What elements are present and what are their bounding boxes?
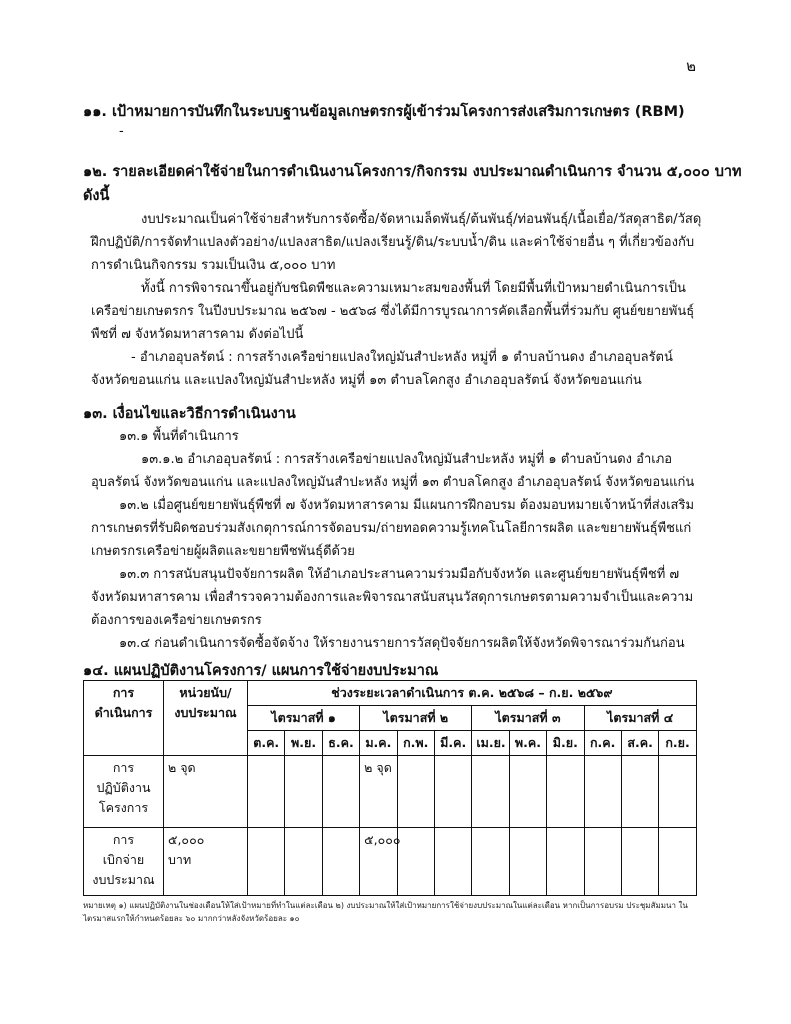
section-13-item-3-line: ต้องการของเครือข่ายเกษตรกร: [91, 613, 262, 628]
header-month: ต.ค.: [248, 731, 285, 756]
month-cell: [322, 828, 359, 896]
header-activity-line: การ: [112, 685, 135, 700]
header-unit-line: งบประมาณ: [174, 705, 237, 720]
section-13-item-3-line: ๑๓.๓ การสนับสนุนปัจจัยการผลิต ให้อำเภอประสานความร่วมมือกับจังหวัด และศูนย์ขยายพันธุ์พืชที่ ๗: [119, 567, 680, 582]
section-12-p2-line: ทั้งนี้ การพิจารณาขึ้นอยู่กับชนิดพืชและความเหมาะสมของพื้นที่ โดยมีพื้นที่เป้าหมายดำเนินการเป็น: [141, 281, 686, 296]
footnote-line: หมายเหตุ ๑) แผนปฏิบัติงานในช่องเดือนให้ใส่เป้าหมายที่ทำในแต่ละเดือน ๒) งบประมาณให้ใส่เป้าหมายการใช้จ่ายงบประมาณในแต่ละเดือน หากเป็นการอบรม ประชุมสัมมนา ใน: [83, 901, 688, 910]
header-month: พ.ค.: [509, 731, 546, 756]
header-unit-budget: [164, 681, 248, 756]
section-12-p2-line: พืชที่ ๗ จังหวัดมหาสารคาม ดังต่อไปนี้: [91, 327, 304, 342]
month-cell: ๕,๐๐๐: [360, 828, 397, 896]
month-cell: [472, 828, 509, 896]
section-12-p1-line: งบประมาณเป็นค่าใช้จ่ายสำหรับการจัดซื้อ/จัดหาเมล็ดพันธุ์/ต้นพันธุ์/ท่อนพันธุ์/เนื้อเยื่อ/วัสดุสาธิต/วัสดุ: [141, 212, 702, 227]
section-13-item-2-line: การเกษตรที่รับผิดชอบร่วมสังเกตุการณ์การจัดอบรม/ถ่ายทอดความรู้เทคโนโลยีการผลิต และขยายพันธุ์พืชแก่: [91, 521, 692, 536]
header-month: ก.พ.: [397, 731, 434, 756]
header-quarter: ไตรมาสที่ ๒: [360, 706, 472, 731]
month-cell: [434, 756, 471, 828]
table-row: [84, 828, 697, 896]
header-unit-line: หน่วยนับ/: [179, 685, 232, 700]
section-13-item-1: ๑๓.๑ พื้นที่ดำเนินการ: [119, 429, 239, 444]
section-12-p3-line: - อำเภออุบลรัตน์ : การสร้างเครือข่ายแปลงใหญ่มันสำปะหลัง หมู่ที่ ๑ ตำบลบ้านดง อำเภออุบลรัตน์: [131, 350, 673, 365]
activity-line: เบิกจ่าย: [102, 852, 145, 867]
month-cell: [397, 828, 434, 896]
header-activity-line: ดำเนินการ: [94, 705, 153, 720]
section-13-item-2-line: เกษตรกรเครือข่ายผู้ผลิตและขยายพืชพันธุ์ดีด้วย: [91, 544, 355, 559]
month-cell: [248, 756, 285, 828]
month-cell: [621, 756, 658, 828]
header-month: เม.ย.: [472, 731, 509, 756]
month-cell: [248, 828, 285, 896]
header-month: พ.ย.: [285, 731, 322, 756]
month-cell: [659, 756, 696, 828]
section-13-item-2-line: ๑๓.๒ เมื่อศูนย์ขยายพันธุ์พืชที่ ๗ จังหวัดมหาสารคาม มีแผนการฝึกอบรม ต้องมอบหมายเจ้าหน้าที่ส่งเสริม: [119, 498, 695, 513]
header-month: ธ.ค.: [322, 731, 359, 756]
month-cell: [659, 828, 696, 896]
header-quarter: ไตรมาสที่ ๓: [472, 706, 584, 731]
month-cell: [584, 756, 621, 828]
section-13-item-3-line: จังหวัดมหาสารคาม เพื่อสำรวจความต้องการและพิจารณาสนับสนุนวัสดุการเกษตรตามความจำเป็นและความ: [91, 590, 694, 605]
activity-cell: [84, 756, 164, 828]
unit-cell: [164, 828, 248, 896]
header-activity: [84, 681, 164, 756]
section-12-heading: ๑๒. รายละเอียดค่าใช้จ่ายในการดำเนินงานโครงการ/กิจกรรม งบประมาณดำเนินการ จำนวน ๕,๐๐๐ บาท: [83, 164, 742, 180]
activity-line: การ: [112, 760, 135, 775]
unit-line: ๒ จุด: [168, 760, 196, 775]
plan-table: [83, 680, 697, 896]
activity-line: การ: [112, 832, 135, 847]
section-13-item-4: ๑๓.๔ ก่อนดำเนินการจัดซื้อจัดจ้าง ให้รายงานรายการวัสดุปัจจัยการผลิตให้จังหวัดพิจารณาร่วมกันก่อน: [119, 636, 685, 651]
header-month: มี.ค.: [434, 731, 471, 756]
header-quarter: ไตรมาสที่ ๑: [248, 706, 360, 731]
section-12-p3-line: จังหวัดขอนแก่น และแปลงใหญ่มันสำปะหลัง หมู่ที่ ๑๓ ตำบลโคกสูง อำเภออุบลรัตน์ จังหวัดขอนแก่น: [91, 373, 642, 388]
month-cell: [285, 756, 322, 828]
unit-line: ๕,๐๐๐: [168, 832, 205, 847]
table-row: [84, 756, 697, 828]
section-12-p2-line: เครือข่ายเกษตรกร ในปีงบประมาณ ๒๕๖๗ - ๒๕๖๘ ซึ่งได้มีการบูรณาการคัดเลือกพื้นที่ร่วมกับ ศูนย์ขยายพันธุ์: [91, 304, 695, 319]
unit-line: บาท: [168, 852, 192, 867]
month-cell: [547, 756, 584, 828]
activity-cell: [84, 828, 164, 896]
month-cell: [509, 756, 546, 828]
section-11-heading: ๑๑. เป้าหมายการบันทึกในระบบฐานข้อมูลเกษตรกรผู้เข้าร่วมโครงการส่งเสริมการเกษตร (RBM): [83, 104, 685, 120]
header-month: ก.ค.: [584, 731, 621, 756]
section-12-p1-line: ฝึกปฏิบัติ/การจัดทำแปลงตัวอย่าง/แปลงสาธิต/แปลงเรียนรู้/ดิน/ระบบน้ำ/ดิน และค่าใช้จ่ายอื่น ๆ ที่เกี่ยวข้องกับ: [91, 235, 695, 250]
section-13-item-1-1-line: ๑๓.๑.๒ อำเภออุบลรัตน์ : การสร้างเครือข่ายแปลงใหญ่มันสำปะหลัง หมู่ที่ ๑ ตำบลบ้านดง อำเภอ: [141, 452, 673, 467]
unit-cell: [164, 756, 248, 828]
page-number: ๒: [686, 57, 696, 75]
header-month: ก.ย.: [659, 731, 696, 756]
section-13-heading: ๑๓. เงื่อนไขและวิธีการดำเนินงาน: [83, 406, 296, 422]
header-month: มิ.ย.: [547, 731, 584, 756]
activity-line: โครงการ: [98, 800, 149, 815]
month-cell: [509, 828, 546, 896]
activity-line: ปฏิบัติงาน: [96, 780, 151, 795]
month-cell: [472, 756, 509, 828]
header-quarter: ไตรมาสที่ ๔: [584, 706, 696, 731]
header-month: ส.ค.: [621, 731, 658, 756]
month-cell: [434, 828, 471, 896]
month-cell: [621, 828, 658, 896]
section-13-item-1-1-line: อุบลรัตน์ จังหวัดขอนแก่น และแปลงใหญ่มันสำปะหลัง หมู่ที่ ๑๓ ตำบลโคกสูง อำเภออุบลรัตน์ จังหวัดขอนแก่น: [91, 475, 695, 490]
header-month: ม.ค.: [360, 731, 397, 756]
section-12-p1-line: การดำเนินกิจกรรม รวมเป็นเงิน ๕,๐๐๐ บาท: [91, 258, 336, 273]
footnote-line: ไตรมาสแรกให้กำหนดร้อยละ ๖๐ มากกว่าหลังจังหวัดร้อยละ ๑๐: [83, 914, 300, 923]
month-cell: [285, 828, 322, 896]
activity-line: งบประมาณ: [92, 872, 155, 887]
month-cell: ๒ จุด: [360, 756, 397, 828]
month-cell: [547, 828, 584, 896]
month-cell: [584, 828, 621, 896]
section-12-heading-cont: ดังนี้: [83, 188, 110, 204]
month-cell: [322, 756, 359, 828]
month-cell: [397, 756, 434, 828]
section-14-heading: ๑๔. แผนปฏิบัติงานโครงการ/ แผนการใช้จ่ายงบประมาณ: [83, 663, 439, 679]
header-period: ช่วงระยะเวลาดำเนินการ ต.ค. ๒๕๖๘ – ก.ย. ๒๕๖๙: [248, 681, 697, 706]
section-11-value: -: [119, 124, 124, 139]
